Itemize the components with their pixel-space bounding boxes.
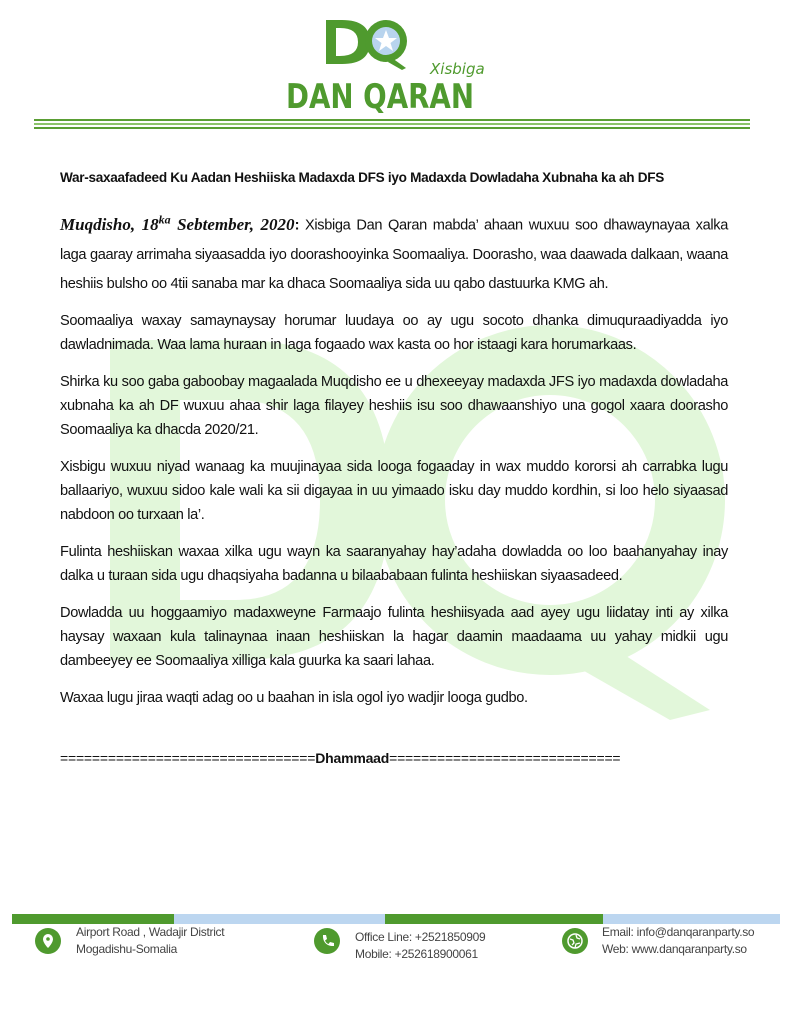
svg-text:Xisbiga: Xisbiga bbox=[430, 60, 485, 78]
footer-bar-green bbox=[385, 914, 603, 924]
dateline-colon: : bbox=[294, 217, 300, 234]
footer-bar-green bbox=[12, 914, 174, 924]
paragraph-text: Xisbiga Dan Qaran mabda’ ahaan wuxuu soo dhawaynayaa xalka laga gaaray arrimaha siyaasadda iyo doorashooyinka Soomaaliya. Doorasho, waa daawada dalkaan, waana heshiis bulsho oo 4tii sanaba mar ka dhaca Soomaaliya sida uu qabo dastuurka KMG ah. bbox=[60, 217, 729, 292]
mobile-line: Mobile: +252618900061 bbox=[355, 947, 478, 961]
office-line: Office Line: +2521850909 bbox=[355, 930, 486, 944]
svg-text:DAN QARAN: DAN QARAN bbox=[286, 77, 474, 117]
press-release-body bbox=[60, 170, 728, 766]
web-line[interactable]: Web: www.danqaranparty.so bbox=[602, 942, 747, 956]
footer-bar-blue bbox=[603, 914, 780, 924]
dateline-date: Sebtember, 2020 bbox=[170, 214, 295, 234]
document-title: War-saxaafadeed Ku Aadan Heshiiska Madaxda DFS iyo Madaxda Dowladaha Xubnaha ka ah DFS bbox=[60, 170, 664, 185]
footer-address bbox=[76, 924, 224, 958]
paragraph: Fulinta heshiiskan waxaa xilka ugu wayn ka saaranyahay hay’adaha dowladda oo loo baahanyahay inay dalka u turaan sida ugu dhaqsiyaha badanna u bilaababaan fulinta heshiiskan siyaasadeed. bbox=[60, 543, 728, 584]
footer-phone bbox=[355, 929, 485, 963]
end-word: Dhammaad bbox=[315, 749, 390, 766]
dateline-suffix: ka bbox=[158, 212, 171, 226]
footer-contact bbox=[602, 924, 754, 958]
phone-icon bbox=[314, 928, 340, 954]
paragraph: Soomaaliya waxay samaynaysay horumar luudaya oo ay ugu socoto dhanka dimuquraadiyadda iyo dawladnimada. Waa lama huraan in laga fogaado wax kasta oo hor istaagi kara horumarkaas. bbox=[60, 312, 728, 353]
paragraph bbox=[60, 205, 728, 299]
address-line: Airport Road , Wadajir District bbox=[76, 925, 225, 939]
end-rule-left: ================================ bbox=[60, 749, 316, 766]
paragraph: Waxaa lugu jiraa waqti adag oo u baahan in isla ogol iyo wadjir looga gudbo. bbox=[60, 689, 528, 706]
location-pin-icon bbox=[35, 928, 61, 954]
dateline-city: Muqdisho, 18 bbox=[60, 214, 159, 234]
end-marker bbox=[60, 750, 728, 766]
end-rule-right: ============================= bbox=[389, 749, 621, 766]
footer-bar-blue bbox=[174, 914, 385, 924]
address-city: Mogadishu-Somalia bbox=[76, 942, 177, 956]
paragraph: Shirka ku soo gaba gaboobay magaalada Muqdisho ee u dhexeeyay madaxda JFS iyo madaxda dowladaha xubnaha ka ah DF wuxuu ahaa shir laga filayey heshiis isu soo dhawaanshiyo una gogol xaara doorasho Soomaaliya ka dhacda 2020/21. bbox=[60, 373, 728, 438]
paragraph: Dowladda uu hoggaamiyo madaxweyne Farmaajo fulinta heshiisyada aad ayey ugu liidatay inti ay xilka haysay waxaan kula talinaynaa inaan heshiiskan la hagar daamin maadaama uu yahay midkii ugu dambeeyey ee Soomaaliya xilliga kala guurka ka saari lahaa. bbox=[60, 604, 728, 669]
header-rule bbox=[34, 119, 750, 131]
paragraph: Xisbigu wuxuu niyad wanaag ka muujinayaa sida looga fogaaday in wax muddo kororsi ah carrabka lugu ballaariyo, wuxuu sidoo kale wali ka sii digayaa in uu yimaado isku day muddo kordhin, si loo helo siyaasad nabdoon oo turxaan la’. bbox=[60, 458, 728, 523]
dateline bbox=[60, 212, 295, 234]
globe-icon bbox=[562, 928, 588, 954]
email-line[interactable]: Email: info@danqaranparty.so bbox=[602, 925, 755, 939]
dan-qaran-logo bbox=[280, 14, 485, 117]
